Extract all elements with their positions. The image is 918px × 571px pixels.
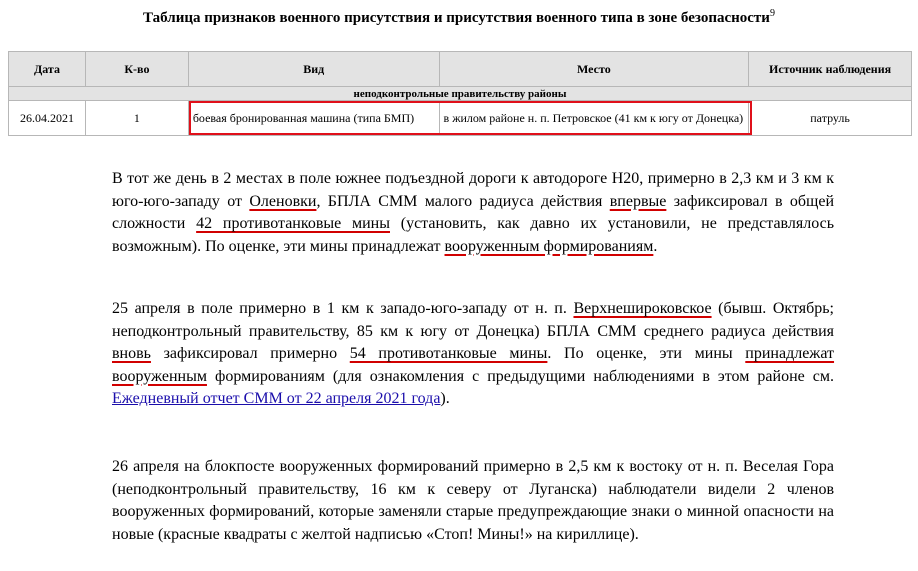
table-row: [9, 101, 912, 136]
table-title: [0, 4, 918, 28]
p1-text-5: .: [653, 237, 658, 255]
table-header-row: [9, 52, 912, 87]
table-title-text: Таблица признаков военного присутствия и присутствия военного типа в зоне безопасности: [143, 10, 770, 26]
cell-date: 26.04.2021: [9, 101, 86, 136]
p2-underline-place: Верхнешироковское: [573, 300, 712, 317]
p1-text-2: , БПЛА СММ малого радиуса действия: [316, 192, 610, 210]
cell-place: в жилом районе н. п. Петровское (41 км к югу от Донецка): [439, 101, 749, 136]
p2-text-1: 25 апреля в поле примерно в 1 км к западо-юго-западу от н. п.: [112, 300, 574, 317]
p1-underline-mines: 42 противотанковые мины: [196, 215, 390, 232]
p2-text-5: формированиям (для ознакомления с предыдущими наблюдениями в этом районе см.: [206, 367, 834, 385]
header-type: Вид: [188, 52, 439, 87]
p1-underline-armed-formations: вооруженным формированиям: [444, 237, 654, 255]
p1-text-4: (установить, как давно их установили, не представлялось возможным). По оценке, эти мины принадлежат: [112, 215, 835, 255]
section-label: неподконтрольные правительству районы: [9, 87, 912, 101]
header-place: Место: [439, 52, 749, 87]
paragraph-verkhnoshyrokivske: [112, 298, 834, 411]
section-row: [9, 87, 912, 101]
cell-type: боевая бронированная машина (типа БМП): [188, 101, 439, 136]
p2-text-4: . По оценке, эти мины: [547, 345, 746, 362]
header-count: К-во: [85, 52, 188, 87]
cell-source: патруль: [749, 101, 912, 136]
paragraph-vesela-hora: 26 апреля на блокпосте вооруженных формирований примерно в 2,5 км к востоку от н. п. Веселая Гора (неподконтрольный правительству, 16 км к северу от Луганска) наблюдатели видели 2 членов вооруженных формирований, которые заменяли старые предупреждающие знаки о минной опасности на новые (красные квадраты с желтой надписью «Стоп! Мины!» на кириллице).: [112, 458, 834, 543]
header-source: Источник наблюдения: [749, 52, 912, 87]
cell-count: 1: [85, 101, 188, 136]
p2-text-2: (бывш. Октябрь; неподконтрольный правительству, 85 км к югу от Донецка) БПЛА СММ среднего радиуса действия: [112, 300, 834, 340]
p2-underline-belong: принадлежат вооруженным: [112, 345, 835, 385]
footnote-marker[interactable]: 9: [769, 8, 775, 19]
p2-underline-mines: 54 противотанковые мины: [349, 345, 548, 362]
observations-table: [8, 51, 912, 136]
p1-underline-place: Оленовки: [249, 192, 317, 210]
p1-text-1: В тот же день в 2 местах в поле южнее подъездной дороги к автодороге Н20, примерно в 2,3 км и 3 км к юго-юго-западу от: [112, 170, 834, 210]
paragraph-olenivka: [112, 168, 834, 258]
p2-text-3: зафиксировал примерно: [150, 345, 350, 362]
p2-underline-again: вновь: [112, 345, 151, 362]
p1-underline-first-time: впервые: [609, 192, 667, 210]
daily-report-link[interactable]: Ежедневный отчет СММ от 22 апреля 2021 года: [112, 390, 441, 407]
p2-text-6: ).: [440, 390, 450, 407]
header-date: Дата: [9, 52, 86, 87]
p1-text-3: зафиксировал в общей сложности: [112, 192, 835, 232]
